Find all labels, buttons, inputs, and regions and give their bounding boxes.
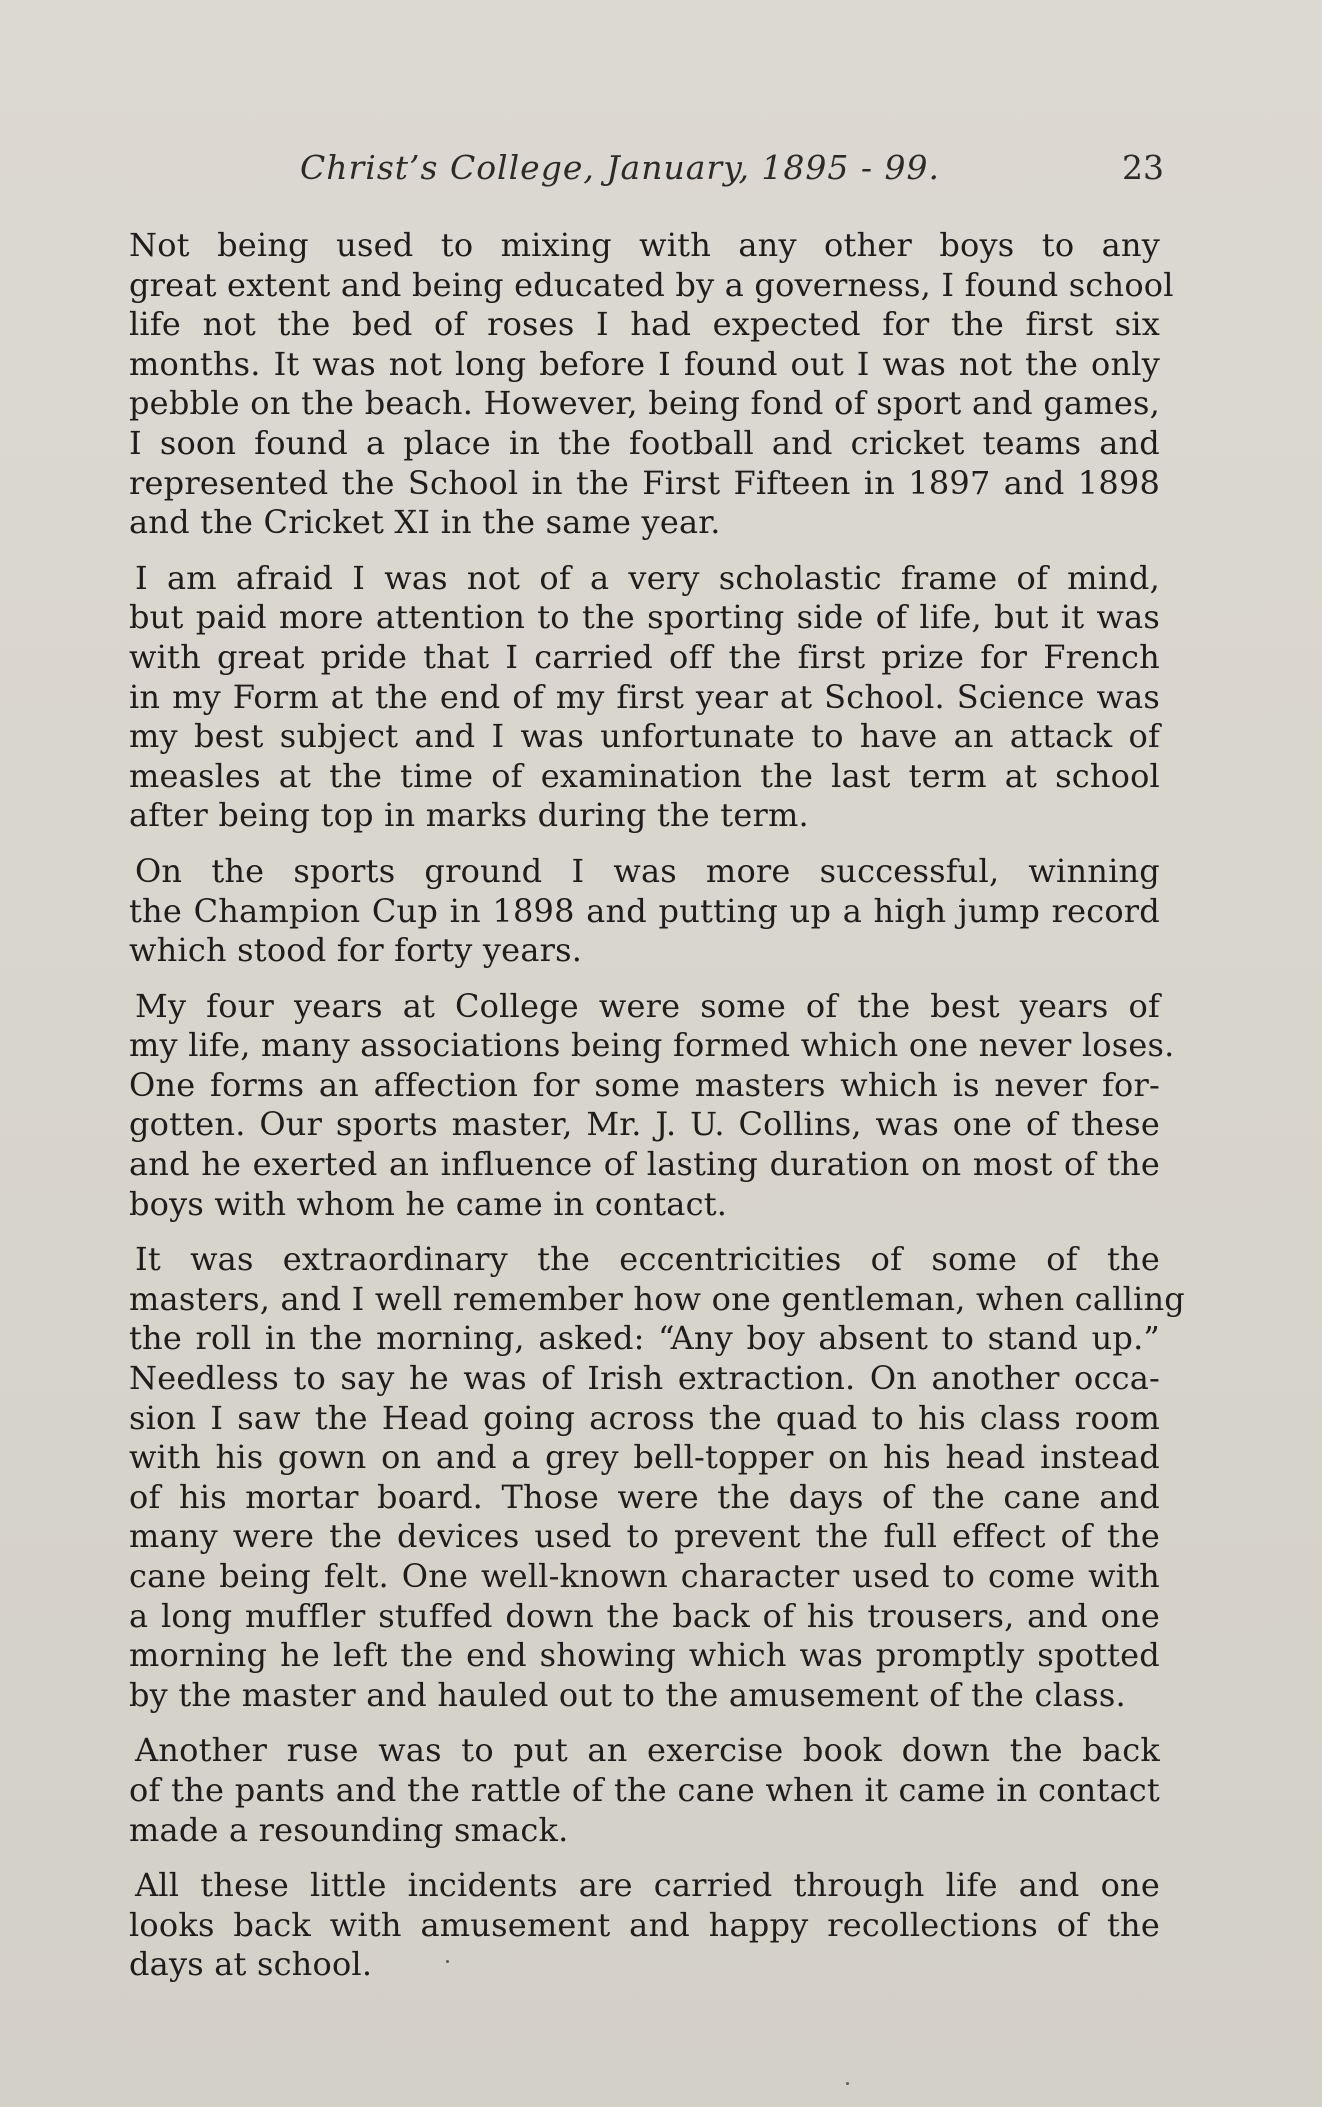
running-title: Christ’s College, January, 1895 - 99.	[300, 148, 941, 187]
page-number: 23	[1122, 148, 1164, 187]
text-line: the roll in the morning, asked: “Any boy absent to stand up.”	[129, 1319, 1160, 1358]
text-line: made a resounding smack.	[129, 1810, 569, 1849]
paragraph-4	[129, 986, 1175, 1225]
text-line: Another ruse was to put an exercise book down the back	[135, 1731, 1160, 1770]
text-line: which stood for forty years.	[129, 931, 583, 970]
print-speck	[446, 1960, 449, 1963]
text-line: life not the bed of roses I had expected for the first six	[129, 305, 1160, 344]
text-line: represented the School in the First Fifteen in 1897 and 1898	[129, 463, 1160, 502]
text-line: my best subject and I was unfortunate to have an attack of	[129, 717, 1160, 756]
text-line: in my Form at the end of my first year at School. Science was	[129, 677, 1160, 716]
text-line: and he exerted an influence of lasting duration on most of the	[129, 1145, 1160, 1184]
text-line: looks back with amusement and happy recollections of the	[129, 1905, 1160, 1944]
text-line: many were the devices used to prevent the full effect of the	[129, 1517, 1160, 1556]
paragraph-5	[129, 1240, 1185, 1715]
text-line: masters, and I well remember how one gentleman, when calling	[129, 1279, 1185, 1318]
text-line: cane being felt. One well-known character used to come with	[129, 1557, 1160, 1595]
text-line: months. It was not long before I found out I was not the only	[129, 344, 1160, 383]
text-line: One forms an affection for some masters which is never for-	[129, 1065, 1160, 1104]
text-line: of his mortar board. Those were the days of the cane and	[129, 1477, 1160, 1516]
print-speck	[846, 2082, 849, 2085]
text-line: after being top in marks during the term.	[129, 796, 809, 835]
text-line: Not being used to mixing with any other boys to any	[129, 226, 1160, 264]
paragraph-1	[129, 226, 1174, 543]
text-line: I soon found a place in the football and cricket teams and	[129, 423, 1160, 462]
text-line: by the master and hauled out to the amusement of the class.	[129, 1675, 1126, 1714]
text-line: with his gown on and a grey bell-topper on his head instead	[129, 1438, 1160, 1477]
running-head	[0, 148, 1322, 192]
text-line: I am afraid I was not of a very scholastic frame of mind,	[135, 558, 1160, 597]
text-line: My four years at College were some of the best years of	[135, 986, 1160, 1025]
text-line: the Champion Cup in 1898 and putting up a high jump record	[129, 891, 1160, 930]
text-line: a long muffler stuffed down the back of his trousers, and one	[129, 1596, 1160, 1635]
text-line: gotten. Our sports master, Mr. J. U. Collins, was one of these	[129, 1105, 1160, 1144]
text-line: but paid more attention to the sporting side of life, but it was	[129, 598, 1160, 637]
paragraph-7	[129, 1866, 1160, 1985]
text-line: and the Cricket XI in the same year.	[129, 503, 721, 542]
paragraph-6	[129, 1731, 1160, 1850]
text-line: morning he left the end showing which was promptly spotted	[129, 1636, 1160, 1675]
text-line: of the pants and the rattle of the cane when it came in contact	[129, 1770, 1160, 1809]
text-line: All these little incidents are carried through life and one	[135, 1866, 1160, 1905]
text-line: Needless to say he was of Irish extraction. On another occa-	[129, 1359, 1160, 1398]
body-text	[129, 226, 1185, 2001]
text-line: my life, many associations being formed which one never loses.	[129, 1026, 1175, 1065]
text-line: great extent and being educated by a governess, I found school	[129, 265, 1174, 304]
paragraph-3	[129, 852, 1160, 971]
text-line: On the sports ground I was more successful, winning	[135, 851, 1160, 890]
text-line: days at school.	[129, 1945, 373, 1984]
text-line: measles at the time of examination the last term at school	[129, 756, 1160, 795]
text-line: sion I saw the Head going across the quad to his class room	[129, 1398, 1160, 1437]
text-line: pebble on the beach. However, being fond of sport and games,	[129, 384, 1160, 423]
text-line: with great pride that I carried off the first prize for French	[129, 637, 1160, 676]
text-line: It was extraordinary the eccentricities of some of the	[135, 1240, 1160, 1279]
paragraph-2	[129, 559, 1160, 836]
text-line: boys with whom he came in contact.	[129, 1184, 728, 1223]
